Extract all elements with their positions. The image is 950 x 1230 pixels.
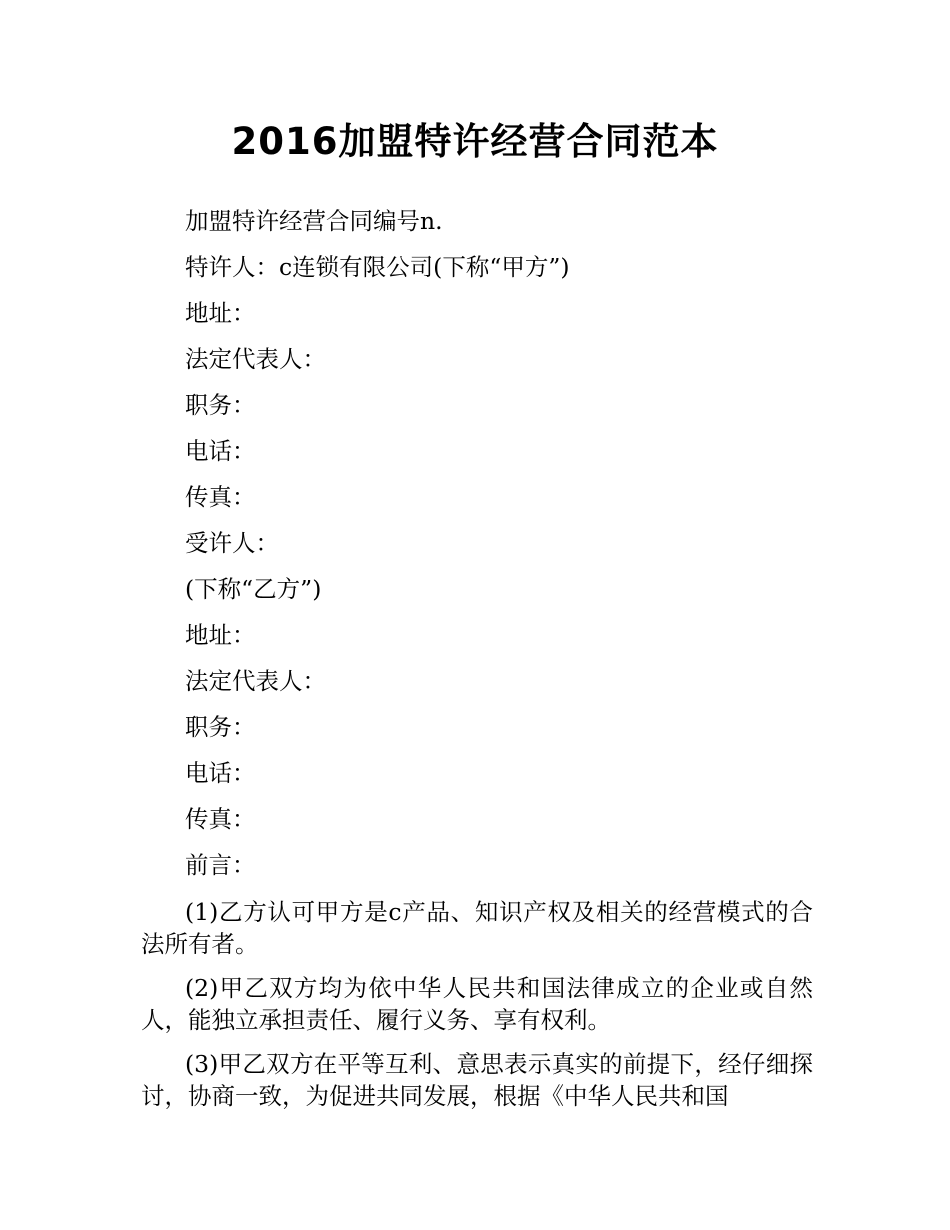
- party-b-position-line: 职务：: [185, 713, 256, 741]
- party-b-phone-line: 电话：: [185, 759, 256, 787]
- preface-paragraph: (2)甲乙双方均为依中华人民共和国法律成立的企业或自然人，能独立承担责任、履行义务、享有权利。: [141, 974, 813, 1034]
- preface-paragraph: (1)乙方认可甲方是c产品、知识产权及相关的经营模式的合法所有者。: [141, 898, 813, 958]
- party-a-phone-line: 电话：: [185, 437, 256, 465]
- party-a-position-line: 职务：: [185, 391, 256, 419]
- party-a-legal-representative-line: 法定代表人：: [185, 345, 326, 373]
- party-b-legal-representative-line: 法定代表人：: [185, 667, 326, 695]
- party-b-address-line: 地址：: [185, 621, 256, 649]
- party-b-fax-line: 传真：: [185, 805, 256, 833]
- preface-paragraph: (3)甲乙双方在平等互利、意思表示真实的前提下，经仔细探讨，协商一致，为促进共同发展，根据《中华人民共和国: [141, 1050, 813, 1110]
- party-b-designation-line: (下称“乙方”): [185, 575, 322, 603]
- document-body: [141, 198, 813, 1124]
- preface-paragraphs: [141, 888, 813, 1112]
- party-a-address-line: 地址：: [185, 299, 256, 327]
- contract-number-line: 加盟特许经营合同编号n.: [185, 207, 443, 235]
- document-title: 2016加盟特许经营合同范本: [231, 120, 719, 163]
- party-a-fax-line: 传真：: [185, 483, 256, 511]
- franchisor-line: 特许人：c连锁有限公司(下称“甲方”): [185, 253, 570, 281]
- franchisee-line: 受许人：: [185, 529, 279, 557]
- preface-heading: 前言：: [185, 851, 256, 879]
